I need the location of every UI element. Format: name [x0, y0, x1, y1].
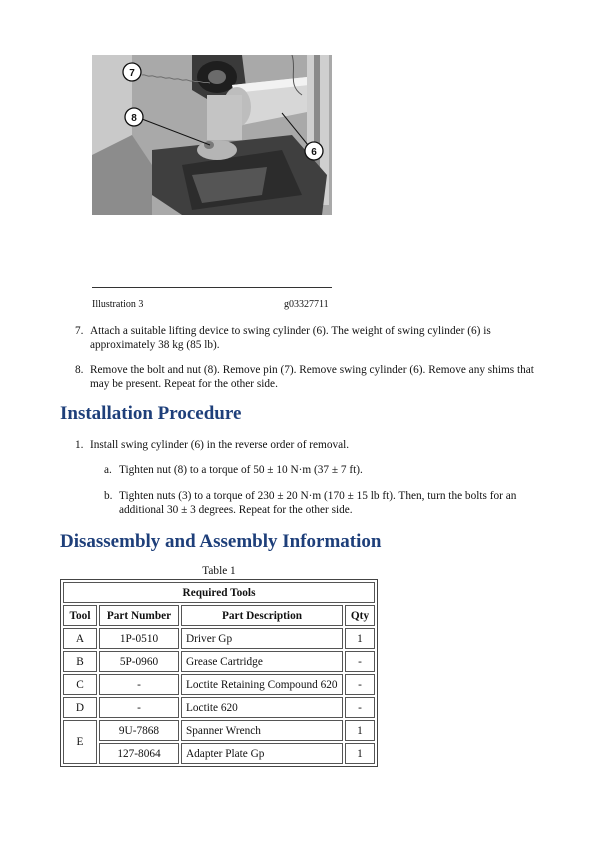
callout-7: 7 — [129, 68, 135, 79]
tool-cell: B — [63, 651, 97, 672]
tool-cell: A — [63, 628, 97, 649]
step-7 — [75, 325, 545, 352]
qty-cell: 1 — [345, 628, 375, 649]
table-row — [63, 628, 375, 649]
table-row — [63, 674, 375, 695]
callout-8: 8 — [131, 113, 137, 124]
illustration-image — [92, 55, 332, 287]
illustration-divider — [92, 287, 332, 288]
step-number: 7. — [75, 325, 84, 337]
part-description-cell: Grease Cartridge — [181, 651, 343, 672]
part-description-cell: Loctite Retaining Compound 620 — [181, 674, 343, 695]
part-number-cell: 5P-0960 — [99, 651, 179, 672]
installation-heading: Installation Procedure — [60, 403, 242, 424]
disassembly-heading: Disassembly and Assembly Information — [60, 531, 382, 552]
column-header: Qty — [345, 605, 375, 626]
part-description-cell: Adapter Plate Gp — [181, 743, 343, 764]
table-row — [63, 651, 375, 672]
illustration-code: g03327711 — [284, 299, 329, 310]
qty-cell: - — [345, 674, 375, 695]
step-text: Remove the bolt and nut (8). Remove pin (7). Remove swing cylinder (6). Remove any shims that may be present. Repeat for the other side. — [90, 364, 534, 390]
step-text: Attach a suitable lifting device to swing cylinder (6). The weight of swing cylinder (6) is approximately 38 kg (85 lb). — [90, 325, 491, 351]
illustration-caption: Illustration 3 — [92, 299, 144, 310]
install-step-1 — [75, 439, 545, 453]
qty-cell: 1 — [345, 743, 375, 764]
substep-letter: b. — [104, 490, 113, 502]
table-row — [63, 720, 375, 741]
tool-cell: C — [63, 674, 97, 695]
callout-6: 6 — [311, 147, 317, 158]
qty-cell: 1 — [345, 720, 375, 741]
step-8 — [75, 364, 545, 391]
column-header: Tool — [63, 605, 97, 626]
qty-cell: - — [345, 697, 375, 718]
tool-cell: D — [63, 697, 97, 718]
install-substep-b — [104, 490, 544, 517]
part-description-cell: Loctite 620 — [181, 697, 343, 718]
table-title: Required Tools — [63, 582, 375, 603]
table-row — [63, 697, 375, 718]
part-number-cell: - — [99, 697, 179, 718]
tool-cell: E — [63, 720, 97, 764]
required-tools-table — [60, 579, 378, 767]
table-caption: Table 1 — [202, 565, 236, 577]
table-row — [63, 743, 375, 764]
part-number-cell: 127-8064 — [99, 743, 179, 764]
step-number: 8. — [75, 364, 84, 376]
part-description-cell: Driver Gp — [181, 628, 343, 649]
part-description-cell: Spanner Wrench — [181, 720, 343, 741]
table-header-row — [63, 605, 375, 626]
substep-text: Tighten nut (8) to a torque of 50 ± 10 N·m (37 ± 7 ft). — [119, 464, 363, 476]
part-number-cell: 1P-0510 — [99, 628, 179, 649]
substep-letter: a. — [104, 464, 112, 476]
install-substep-a — [104, 464, 544, 478]
qty-cell: - — [345, 651, 375, 672]
part-number-cell: 9U-7868 — [99, 720, 179, 741]
column-header: Part Number — [99, 605, 179, 626]
substep-text: Tighten nuts (3) to a torque of 230 ± 20 N·m (170 ± 15 lb ft). Then, turn the bolts for an additional 30 ± 3 degrees. Repeat for the other side. — [119, 490, 517, 516]
step-text: Install swing cylinder (6) in the reverse order of removal. — [90, 439, 350, 451]
step-number: 1. — [75, 439, 84, 451]
part-number-cell: - — [99, 674, 179, 695]
column-header: Part Description — [181, 605, 343, 626]
